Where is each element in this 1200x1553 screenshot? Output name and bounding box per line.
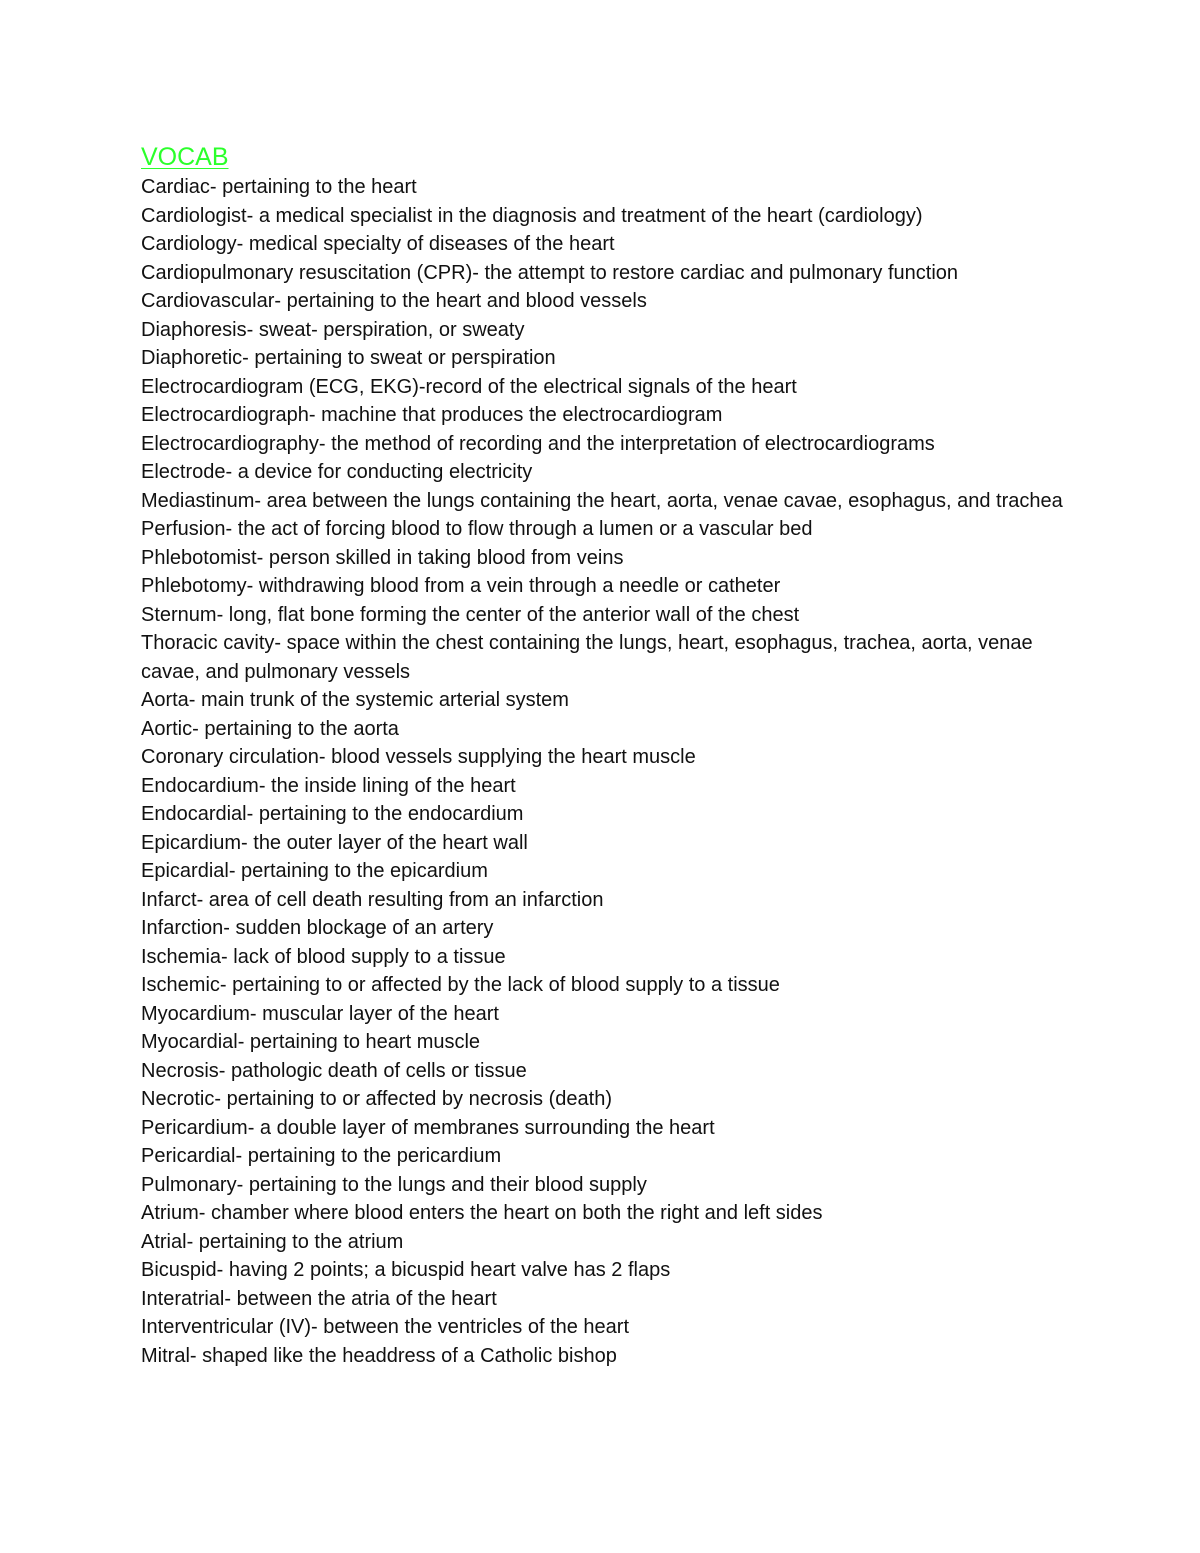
- vocab-entry: Epicardial- pertaining to the epicardium: [141, 860, 488, 882]
- vocab-entry: Mediastinum- area between the lungs containing the heart, aorta, venae cavae, esophagus, and trachea: [141, 489, 1063, 512]
- vocab-entry: Ischemic- pertaining to or affected by the lack of blood supply to a tissue: [141, 974, 780, 996]
- vocab-entry: Mitral- shaped like the headdress of a Catholic bishop: [141, 1344, 617, 1367]
- vocab-entry: Sternum- long, flat bone forming the center of the anterior wall of the chest: [141, 603, 800, 626]
- vocab-entry: Ischemia- lack of blood supply to a tissue: [141, 945, 506, 968]
- vocab-entry: Necrotic- pertaining to or affected by necrosis (death): [141, 1088, 612, 1110]
- vocab-entry: Interatrial- between the atria of the heart: [141, 1287, 497, 1310]
- vocab-entry: Pericardial- pertaining to the pericardium: [141, 1145, 502, 1167]
- vocab-entry: Myocardial- pertaining to heart muscle: [141, 1031, 481, 1053]
- vocab-entry: Electrocardiography- the method of recording and the interpretation of electrocardiograms: [141, 432, 935, 455]
- vocab-entry: Pulmonary- pertaining to the lungs and their blood supply: [141, 1173, 647, 1196]
- vocab-entry: Aorta- main trunk of the systemic arterial system: [141, 689, 569, 711]
- vocab-entry: Bicuspid- having 2 points; a bicuspid heart valve has 2 flaps: [141, 1259, 671, 1281]
- vocab-entry: Electrocardiogram (ECG, EKG)-record of the electrical signals of the heart: [141, 375, 797, 398]
- vocab-entry: Infarct- area of cell death resulting from an infarction: [141, 888, 604, 911]
- vocab-entry: Pericardium- a double layer of membranes surrounding the heart: [141, 1116, 715, 1139]
- vocab-heading: VOCAB: [141, 143, 229, 171]
- vocab-entry: Electrode- a device for conducting electricity: [141, 461, 533, 483]
- vocab-entry: Endocardium- the inside lining of the heart: [141, 774, 516, 797]
- vocab-entry: Necrosis- pathologic death of cells or tissue: [141, 1059, 527, 1082]
- vocab-entry: Phlebotomy- withdrawing blood from a vein through a needle or catheter: [141, 575, 781, 597]
- vocab-entry: Infarction- sudden blockage of an artery: [141, 917, 494, 939]
- vocab-entry: Interventricular (IV)- between the ventricles of the heart: [141, 1316, 630, 1338]
- vocab-entry: Epicardium- the outer layer of the heart wall: [141, 831, 528, 854]
- vocab-entry: Myocardium- muscular layer of the heart: [141, 1002, 499, 1025]
- vocab-entry: Diaphoresis- sweat- perspiration, or sweaty: [141, 318, 525, 341]
- vocab-entry: Cardiovascular- pertaining to the heart and blood vessels: [141, 290, 647, 312]
- vocab-entry: Atrium- chamber where blood enters the heart on both the right and left sides: [141, 1202, 823, 1224]
- vocab-entry: Phlebotomist- person skilled in taking blood from veins: [141, 546, 624, 569]
- vocab-entry: Electrocardiograph- machine that produces the electrocardiogram: [141, 404, 723, 426]
- vocab-entry: Cardiologist- a medical specialist in the diagnosis and treatment of the heart (cardiology): [141, 204, 923, 227]
- document-page: [141, 141, 1076, 1370]
- vocab-entry: Thoracic cavity- space within the chest containing the lungs, heart, esophagus, trachea, aorta, venae cavae, and pulmonary vessels: [141, 632, 1033, 683]
- vocab-entry: Cardiology- medical specialty of diseases of the heart: [141, 233, 615, 255]
- vocab-entry: Coronary circulation- blood vessels supplying the heart muscle: [141, 746, 696, 768]
- vocab-entry: Cardiopulmonary resuscitation (CPR)- the attempt to restore cardiac and pulmonary function: [141, 261, 959, 284]
- vocab-entry: Aortic- pertaining to the aorta: [141, 717, 399, 740]
- vocab-entry: Perfusion- the act of forcing blood to flow through a lumen or a vascular bed: [141, 518, 813, 540]
- vocab-entry: Cardiac- pertaining to the heart: [141, 176, 417, 198]
- vocab-entry: Diaphoretic- pertaining to sweat or perspiration: [141, 347, 556, 369]
- vocab-list: [141, 173, 1076, 1370]
- vocab-entry: Atrial- pertaining to the atrium: [141, 1230, 404, 1253]
- vocab-entry: Endocardial- pertaining to the endocardium: [141, 803, 524, 825]
